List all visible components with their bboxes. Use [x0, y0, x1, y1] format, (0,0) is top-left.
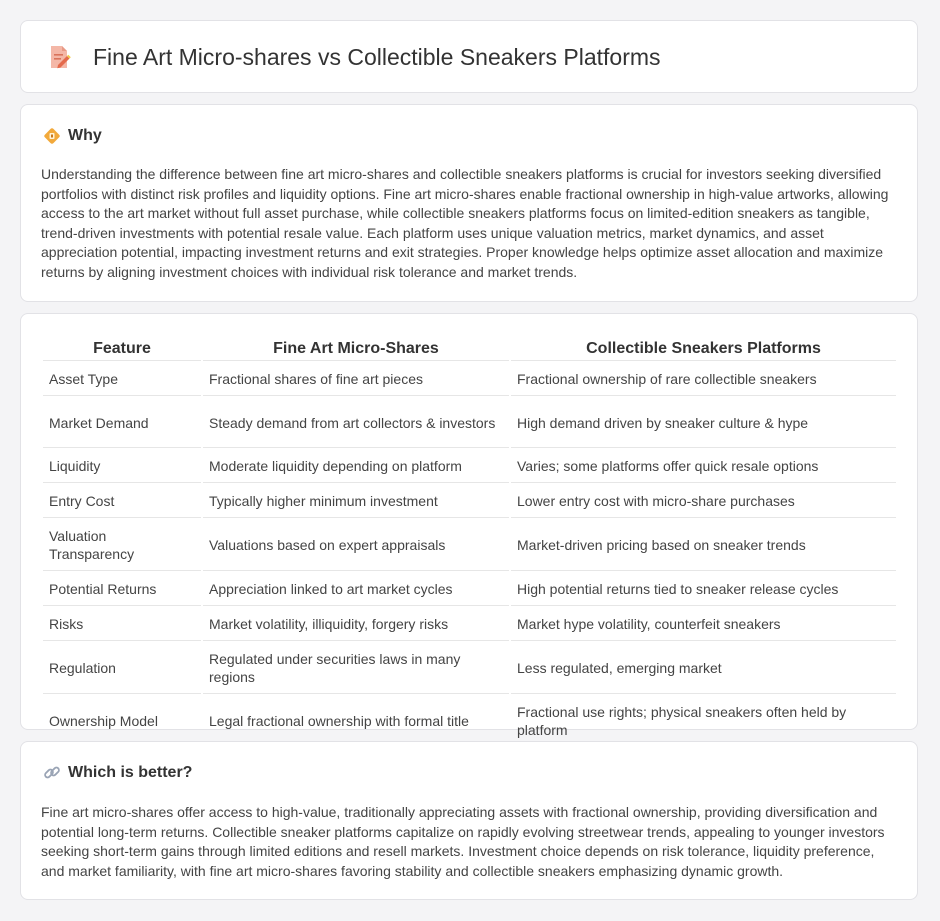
why-text: Understanding the difference between fine art micro-shares and collectible sneakers platforms is crucial for investors seeking diversified portfolios with distinct risk profiles and liquidity options. Fine art micro-shares enable fractional ownership in high-value artworks, allowing access to the art market without full asset purchase, while collectible sneakers platforms focus on limited-edition sneakers as tangible, trend-driven investments with potential resale value. Each platform uses unique valuation metrics, market dynamics, and asset appreciation potential, impacting investment returns and exit strategies. Proper knowledge helps optimize asset allocation and maximize returns by aligning investment choices with individual risk tolerance and market trends.: [41, 166, 889, 280]
column-header: Feature: [43, 337, 201, 361]
why-section: [20, 104, 918, 302]
sneakers-cell: Market-driven pricing based on sneaker trends: [511, 520, 896, 571]
feature-cell: Market Demand: [43, 398, 201, 448]
sneakers-cell: Less regulated, emerging market: [511, 643, 896, 694]
sneakers-cell: High demand driven by sneaker culture & hype: [511, 398, 896, 448]
feature-cell: Potential Returns: [43, 573, 201, 606]
fine-art-cell: Legal fractional ownership with formal title: [203, 696, 509, 747]
feature-cell: Liquidity: [43, 450, 201, 483]
fine-art-cell: Appreciation linked to art market cycles: [203, 573, 509, 606]
column-header: Collectible Sneakers Platforms: [511, 337, 896, 361]
table-row: [43, 363, 896, 396]
fine-art-cell: Steady demand from art collectors & investors: [203, 398, 509, 448]
column-header: Fine Art Micro-Shares: [203, 337, 509, 361]
table-row: [43, 520, 896, 571]
feature-cell: Risks: [43, 608, 201, 641]
sneakers-cell: High potential returns tied to sneaker release cycles: [511, 573, 896, 606]
diamond-sign-icon: [43, 127, 61, 145]
table-row: [43, 485, 896, 518]
fine-art-cell: Market volatility, illiquidity, forgery risks: [203, 608, 509, 641]
feature-cell: Regulation: [43, 643, 201, 694]
page-title: Fine Art Micro-shares vs Collectible Sneakers Platforms: [93, 43, 661, 70]
table-row: [43, 573, 896, 606]
table-row: [43, 450, 896, 483]
document-edit-icon: [45, 43, 73, 71]
which-is-better-section: [20, 741, 918, 900]
sneakers-cell: Lower entry cost with micro-share purchases: [511, 485, 896, 518]
table-header-row: [43, 337, 896, 361]
fine-art-cell: Typically higher minimum investment: [203, 485, 509, 518]
table-row: [43, 643, 896, 694]
header-card: [20, 20, 918, 93]
feature-cell: Valuation Transparency: [43, 520, 201, 571]
better-heading: Which is better?: [68, 764, 193, 781]
table-row: [43, 696, 896, 747]
table-row: [43, 608, 896, 641]
sneakers-cell: Market hype volatility, counterfeit sneakers: [511, 608, 896, 641]
comparison-card: [20, 313, 918, 738]
better-text: Fine art micro-shares offer access to high-value, traditionally appreciating assets with fractional ownership, providing diversification and potential long-term returns. Collectible sneaker platforms capitalize on rapidly evolving streetwear trends, appealing to younger investors seeking short-term gains through limited editions and resell markets. Investment choice depends on risk tolerance, liquidity preference, and market familiarity, with fine art micro-shares favoring stability and collectible sneakers emphasizing dynamic growth.: [41, 804, 885, 879]
link-icon: [43, 764, 61, 782]
feature-cell: Entry Cost: [43, 485, 201, 518]
comparison-table: [41, 335, 898, 749]
feature-cell: Ownership Model: [43, 696, 201, 747]
feature-cell: Asset Type: [43, 363, 201, 396]
fine-art-cell: Fractional shares of fine art pieces: [203, 363, 509, 396]
sneakers-cell: Fractional ownership of rare collectible sneakers: [511, 363, 896, 396]
why-heading: Why: [68, 127, 102, 144]
fine-art-cell: Regulated under securities laws in many regions: [203, 643, 509, 694]
fine-art-cell: Moderate liquidity depending on platform: [203, 450, 509, 483]
sneakers-cell: Fractional use rights; physical sneakers often held by platform: [511, 696, 896, 747]
sneakers-cell: Varies; some platforms offer quick resale options: [511, 450, 896, 483]
table-row: [43, 398, 896, 448]
fine-art-cell: Valuations based on expert appraisals: [203, 520, 509, 571]
